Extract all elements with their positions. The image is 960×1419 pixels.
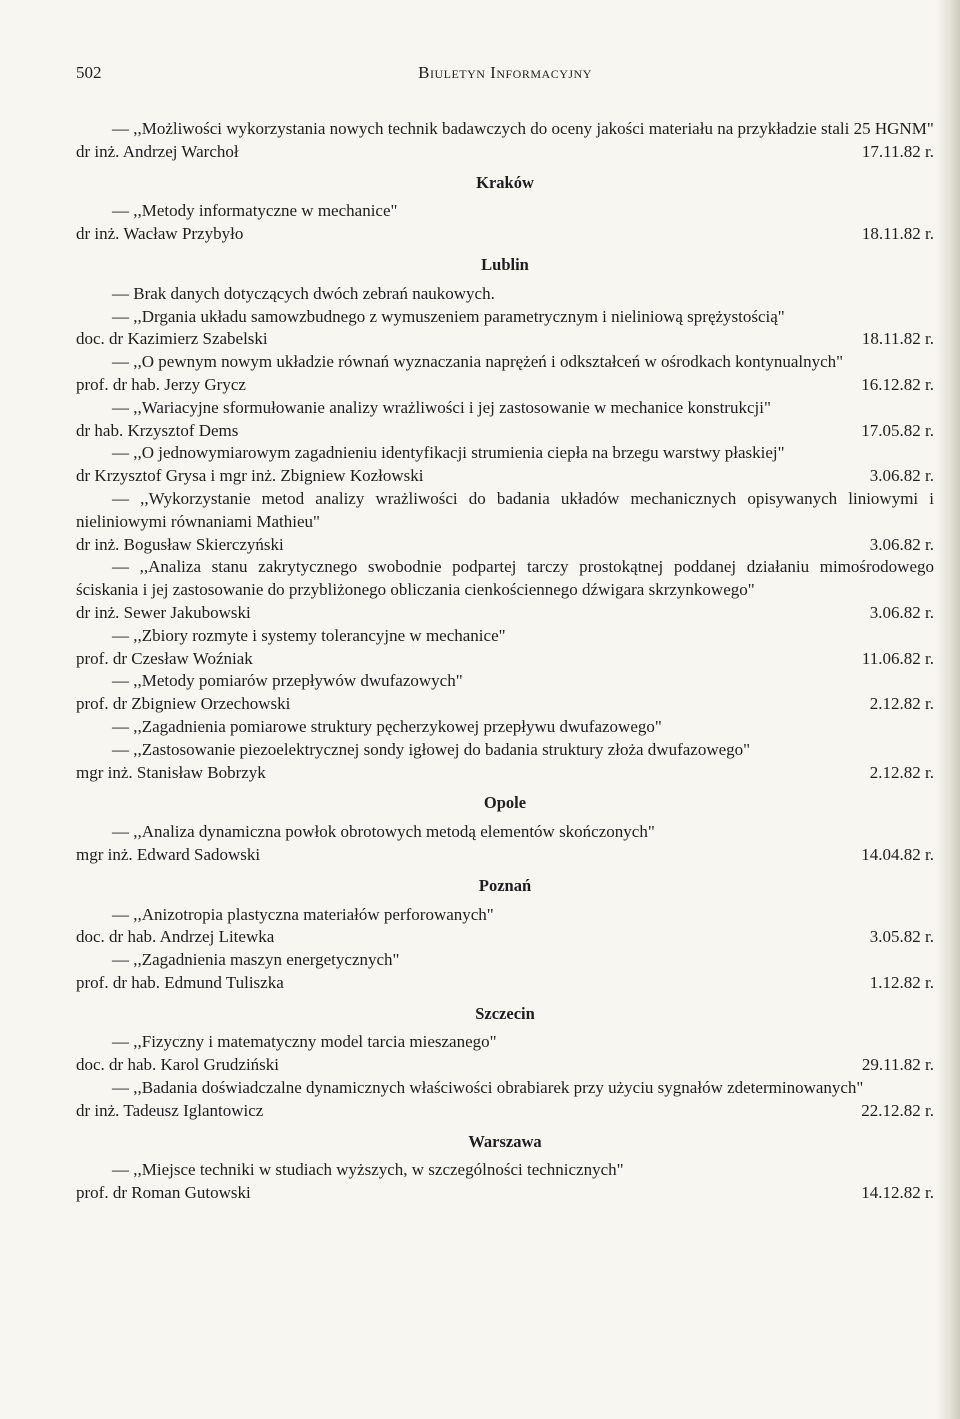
report-entry <box>76 1159 934 1205</box>
report-entry <box>76 556 934 624</box>
report-author: mgr inż. Stanisław Bobrzyk <box>76 762 266 782</box>
report-entry <box>76 118 934 164</box>
author-date-line <box>76 602 934 625</box>
city-heading: Kraków <box>476 172 534 192</box>
author-date-line <box>76 1054 934 1077</box>
report-title: — ,,Fizyczny i matematyczny model tarcia mieszanego" <box>112 1032 497 1052</box>
report-date: 16.12.82 r. <box>861 374 934 394</box>
report-author: dr inż. Tadeusz Iglantowicz <box>76 1100 264 1120</box>
section-note: — Brak danych dotyczących dwóch zebrań naukowych. <box>112 283 495 303</box>
author-date-line <box>76 328 934 351</box>
report-date: 3.06.82 r. <box>869 602 934 622</box>
author-date-line <box>76 1182 934 1205</box>
author-date-line <box>76 844 934 867</box>
report-title: — ,,Wariacyjne sformułowanie analizy wrażliwości i jej zastosowanie w mechanice konstrukcji" <box>112 397 771 417</box>
report-title: — ,,Anizotropia plastyczna materiałów perforowanych" <box>112 904 494 924</box>
running-title: Biuletyn Informacyjny <box>418 63 592 82</box>
report-title: — ,,Zastosowanie piezoelektrycznej sondy igłowej do badania struktury złoża dwufazowego" <box>112 739 751 759</box>
report-entry <box>76 488 934 556</box>
page-header <box>76 62 934 92</box>
author-date-line <box>76 534 934 557</box>
author-date-line <box>76 926 934 949</box>
report-author: prof. dr Czesław Woźniak <box>76 648 253 668</box>
city-section <box>76 118 934 164</box>
report-title: — ,,Możliwości wykorzystania nowych technik badawczych do oceny jakości materiału na przykładzie stali 25 HGNM" <box>112 119 934 138</box>
report-entry <box>76 904 934 950</box>
city-heading: Warszawa <box>468 1131 542 1151</box>
report-title: — ,,O pewnym nowym układzie równań wyznaczania naprężeń i odkształceń w ośrodkach kontynualnych" <box>112 352 844 372</box>
report-entry <box>76 306 934 352</box>
document-page <box>76 62 934 1205</box>
report-author: prof. dr Zbigniew Orzechowski <box>76 694 291 714</box>
report-title: — ,,Wykorzystanie metod analizy wrażliwości do badania układów mechanicznych opisywanych liniowymi i nieliniowymi równaniami Mathieu" <box>76 488 934 531</box>
report-date: 1.12.82 r. <box>869 972 934 992</box>
report-date: 17.05.82 r. <box>861 420 934 440</box>
city-section <box>76 792 934 866</box>
report-author: prof. dr hab. Edmund Tuliszka <box>76 972 284 992</box>
report-entry <box>76 397 934 443</box>
author-date-line <box>76 374 934 397</box>
report-author: dr inż. Sewer Jakubowski <box>76 602 251 622</box>
report-author: doc. dr hab. Andrzej Litewka <box>76 927 275 947</box>
report-author: doc. dr Kazimierz Szabelski <box>76 329 268 349</box>
report-date: 11.06.82 r. <box>861 648 934 668</box>
report-entry <box>76 716 934 784</box>
report-date: 3.06.82 r. <box>869 534 934 554</box>
report-author: mgr inż. Edward Sadowski <box>76 844 261 864</box>
report-date: 2.12.82 r. <box>869 762 934 782</box>
report-title: — ,,O jednowymiarowym zagadnieniu identyfikacji strumienia ciepła na brzegu warstwy płaskiej" <box>112 443 785 463</box>
city-heading: Poznań <box>478 875 532 895</box>
city-heading: Szczecin <box>475 1003 535 1023</box>
city-section <box>76 306 934 785</box>
report-author: doc. dr hab. Karol Grudziński <box>76 1055 280 1075</box>
city-section <box>76 1003 934 1123</box>
report-entry <box>76 351 934 397</box>
report-entry <box>76 200 934 246</box>
report-title: — ,,Zagadnienia pomiarowe struktury pęcherzykowej przepływu dwufazowego" <box>112 716 662 736</box>
author-date-line <box>76 465 934 488</box>
report-date: 29.11.82 r. <box>861 1055 934 1075</box>
report-title: — ,,Zagadnienia maszyn energetycznych" <box>112 950 400 970</box>
city-section <box>76 1131 934 1205</box>
report-title: — ,,Analiza stanu zakrytycznego swobodnie podpartej tarczy prostokątnej poddanej działaniu mimośrodowego ściskania i jej zastosowanie do przybliżonego obliczania cienkościennego dźwigara skrzynkowego" <box>76 557 934 600</box>
author-date-line <box>76 648 934 671</box>
report-entry <box>76 670 934 716</box>
author-date-line <box>76 762 934 785</box>
report-date: 3.06.82 r. <box>869 466 934 486</box>
report-author: dr inż. Wacław Przybyło <box>76 224 244 244</box>
report-date: 3.05.82 r. <box>869 927 934 947</box>
author-date-line <box>76 693 934 716</box>
city-heading: Lublin <box>481 254 529 274</box>
report-title: — ,,Badania doświadczalne dynamicznych właściwości obrabiarek przy użyciu sygnałów zdeterminowanych" <box>112 1078 864 1098</box>
page-edge-shadow <box>936 0 960 1419</box>
report-title: — ,,Zbiory rozmyte i systemy tolerancyjne w mechanice" <box>112 625 506 645</box>
report-date: 18.11.82 r. <box>861 224 934 244</box>
author-date-line <box>76 972 934 995</box>
report-date: 2.12.82 r. <box>869 694 934 714</box>
city-heading: Opole <box>483 793 527 813</box>
report-title: — ,,Metody informatyczne w mechanice" <box>112 201 398 221</box>
author-date-line <box>76 420 934 443</box>
city-section <box>76 254 934 306</box>
author-date-line <box>76 141 934 164</box>
page-number: 502 <box>76 63 102 82</box>
report-author: dr inż. Andrzej Warchoł <box>76 141 239 161</box>
report-date: 17.11.82 r. <box>861 141 934 161</box>
author-date-line <box>76 1100 934 1123</box>
report-author: dr inż. Bogusław Skierczyński <box>76 534 284 554</box>
author-date-line <box>76 223 934 246</box>
report-author: dr Krzysztof Grysa i mgr inż. Zbigniew Kozłowski <box>76 466 424 486</box>
report-date: 18.11.82 r. <box>861 329 934 349</box>
report-title: — ,,Analiza dynamiczna powłok obrotowych metodą elementów skończonych" <box>112 822 655 842</box>
report-date: 14.12.82 r. <box>861 1183 934 1203</box>
report-author: prof. dr Roman Gutowski <box>76 1183 251 1203</box>
report-listing <box>76 118 934 1205</box>
report-entry <box>76 1031 934 1077</box>
report-title: — ,,Drgania układu samowzbudnego z wymuszeniem parametrycznym i nieliniową sprężystością" <box>112 306 785 326</box>
report-date: 14.04.82 r. <box>861 844 934 864</box>
report-date: 22.12.82 r. <box>861 1100 934 1120</box>
report-author: dr hab. Krzysztof Dems <box>76 420 239 440</box>
report-title: — ,,Miejsce techniki w studiach wyższych, w szczególności technicznych" <box>112 1160 624 1180</box>
report-author: prof. dr hab. Jerzy Grycz <box>76 374 246 394</box>
report-title: — ,,Metody pomiarów przepływów dwufazowych" <box>112 671 463 691</box>
city-section <box>76 875 934 995</box>
report-entry <box>76 442 934 488</box>
report-entry <box>76 949 934 995</box>
report-entry <box>76 1077 934 1123</box>
report-entry <box>76 821 934 867</box>
report-entry <box>76 625 934 671</box>
city-section <box>76 172 934 246</box>
